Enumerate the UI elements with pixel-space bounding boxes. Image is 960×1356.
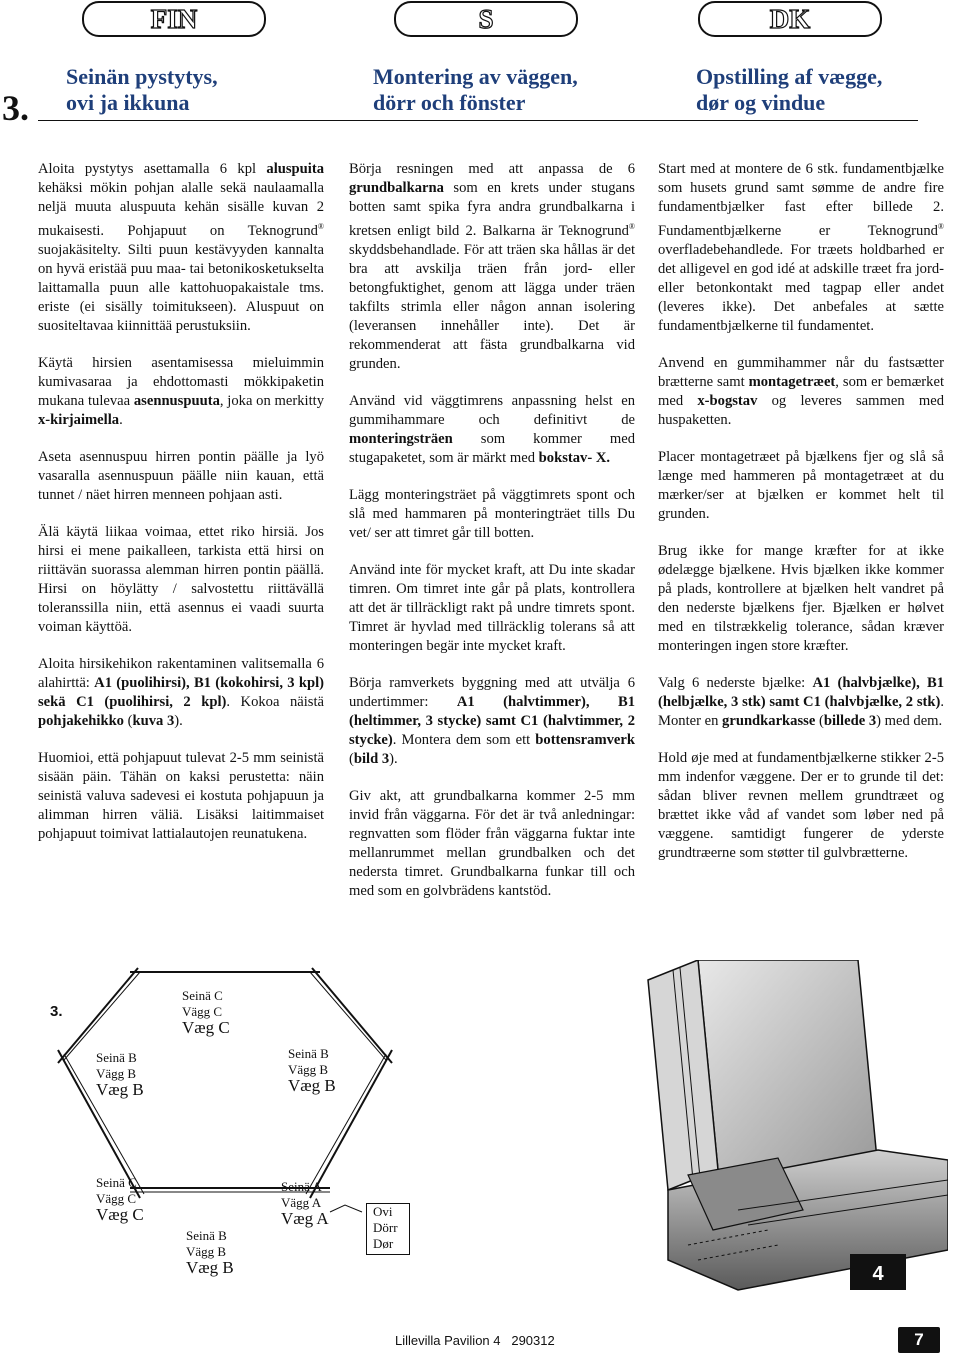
- dk-paragraph: Placer montagetræet på bjælkens fjer og slå så længe med hammeren på montagetræet at du mærker/ser at bjælken er kommet helt til grunden.: [658, 448, 944, 522]
- dk-paragraph: Hold øje med at fundamentbjælkerne stikker 2-5 mm indenfor væggene. Der er to grunde til det: sådan bliver revnen mellem grundtræet og brættet ikke våd af vandet som løber ned på væggene. samtidigt fungerer de yderste grundtræerne som støtter til gulvbrætterne.: [658, 749, 944, 861]
- fin-paragraph: Aseta asennuspuu hirren pontin päälle ja lyö vasaralla asennuspuun päälle niin kauan, että tunnet / näet hirren menneen pohjaan asti.: [38, 448, 324, 503]
- wall-label-fin: Seinä A: [281, 1179, 322, 1194]
- heading-s: [373, 64, 578, 116]
- wall-b-right-label: [288, 1046, 336, 1094]
- fin-paragraph: Huomioi, että pohjapuut tulevat 2-5 mm seinistä sisään päin. Tähän on kaksi perustetta: näin seinistä valuva sadevesi ei kostuta pohjapuun ja alimman hirren väliä. Lisäksi laitimmaiset pohjapuut toimivat lattialautojen reunatukena.: [38, 749, 324, 842]
- tab-fin: FIN: [82, 1, 266, 37]
- section-number: 3.: [2, 88, 29, 128]
- heading-fin-line2: ovi ja ikkuna: [66, 90, 190, 115]
- dk-paragraph: Valg 6 nederste bjælke: A1 (halvbjælke), B1 (helbjælke, 3 stk) samt C1 (halvbjælke, 2 stk). Monter en grundkarkasse (billede 3) med dem.: [658, 674, 944, 729]
- wall-label-fin: Seinä B: [186, 1228, 227, 1243]
- figure-4-illustration: [628, 960, 948, 1300]
- tab-s: S: [394, 1, 578, 37]
- s-paragraph: Använd inte för mycket kraft, att Du inte skadar timren. Om timret inte går på plats, kontrollera att det är tillräckligt rakt på undre timrets spont. Timret är hyvlad med tillräcklig tolerans så att monteringen begär inte mycket kraft.: [349, 561, 635, 654]
- wall-label-dk: Væg C: [96, 1205, 144, 1224]
- door-label-fin: Ovi: [373, 1204, 393, 1219]
- door-label-s: Dörr: [373, 1220, 398, 1235]
- s-paragraph: Lägg monteringsträet på väggtimrets spont och slå med hammaren på monteringträet tills Du vet/ ser att timret går till botten.: [349, 486, 635, 541]
- heading-fin-line1: Seinän pystytys,: [66, 64, 218, 89]
- figure-3-number: 3.: [50, 1003, 63, 1020]
- wall-c-top-label: [182, 988, 230, 1036]
- wall-label-s: Vägg A: [281, 1195, 322, 1210]
- wall-label-fin: Seinä C: [182, 988, 223, 1003]
- log-top-left: [58, 968, 138, 1063]
- door-label: [366, 1203, 410, 1255]
- wall-b-left-label: [96, 1050, 144, 1098]
- s-paragraph: Giv akt, att grundbalkarna kommer 2-5 mm invid från väggarna. För det är två anledningar: regnvatten som flöder från väggarna fuktar inte mellanrummet mellan grundbalken och det nedersta timret. Grundbalkarna funkar till och med som en golvbrädens kantstöd.: [349, 787, 635, 899]
- tab-dk: DK: [698, 1, 882, 37]
- vertical-log: [648, 960, 878, 1190]
- wall-label-s: Vägg B: [288, 1062, 329, 1077]
- wall-label-fin: Seinä B: [96, 1050, 137, 1065]
- s-paragraph: Använd vid väggtimrens anpassning helst en gummihammare och definitivt de monteringsträen som kommer med stugapaketet, som är märkt med bokstav- X.: [349, 392, 635, 466]
- wall-label-dk: Væg A: [281, 1209, 329, 1228]
- dk-paragraph: Anvend en gummihammer når du fastsætter brætterne samt montagetræet, som er bemærket med x-bogstav og leveres sammen med huspaketten.: [658, 354, 944, 428]
- fin-paragraph: Aloita hirsikehikon rakentaminen valitsemalla 6 alahirttä: A1 (puolihirsi), B1 (kokohirsi, 3 kpl) sekä C1 (puolihirsi, 2 kpl). Kokoa näistä pohjakehikko (kuva 3).: [38, 655, 324, 729]
- wall-label-fin: Seinä B: [288, 1046, 329, 1061]
- wall-a-label: [281, 1179, 329, 1227]
- s-paragraph: Börja resningen med att anpassa de 6 grundbalkarna som en krets under stugans botten samt spika fyra andra grundbalkarna i kretsen enligt bild 2. Balkarna är Teknogrund® skyddsbehandlade. För att träen ska hållas är det bra att avskilja träen från jord- eller betongfuktighet, genom att lägga under träen takfilts strimla eller någon annan isolering (leveransen innehåller inte). Det är rekommenderat att fästa grundbalkarna vid grunden.: [349, 161, 635, 372]
- door-pointer: [330, 1205, 362, 1212]
- wall-c-bottom-label: [96, 1175, 144, 1223]
- wall-label-s: Vägg C: [96, 1191, 137, 1206]
- wall-label-dk: Væg B: [288, 1076, 336, 1095]
- dk-paragraph: Brug ikke for mange kræfter for at ikke ødelægge bjælkene. Hvis bjælken ikke kommer på plads, kontrollere at bjælken helt vandret på den nederste bjælkens fjer. Bjælken er hølvet med en tilstrækkelig tolerance, sådan kræver monteringen ingen store kræfter.: [658, 542, 944, 654]
- heading-fin: [66, 64, 218, 116]
- dk-paragraph: Start med at montere de 6 stk. fundamentbjælke som husets grund samt sømme de andre fire fundamentbjælker fast efter billede 2. Fundamentbjælkerne er Teknogrund® overfladebehandlede. For træets holdbarhed er det alligevel en god idé at adskille træet fra jord- eller betonkontakt med tagpap eller andet (leveres ikke). Det anbefales at sætte fundamentbjælkerne til fundamentet.: [658, 161, 944, 334]
- footer-text: Lillevilla Pavilion 4 290312: [395, 1333, 555, 1348]
- fin-paragraph: Älä käytä liikaa voimaa, ettet riko hirsiä. Jos hirsi ei mene paikalleen, tarkista että hirsi on riittävän suorassa alemman hirren pontin päällä. Hirsi on höylätty / salvostettu riittävällä toleranssilla niin, että asennus ei vaadi suurta voiman käyttöä.: [38, 523, 324, 635]
- column-dk: [658, 160, 944, 881]
- column-s: [349, 160, 635, 919]
- fin-paragraph: Käytä hirsien asentamisessa mieluimmin kumivasaraa ja ehdottomasti mökkipaketin mukana tulevaa asennuspuuta, joka on merkitty x-kirjaimella.: [38, 354, 324, 428]
- fin-paragraph: Aloita pystytys asettamalla 6 kpl aluspuita kehäksi mökin pohjan alalle sekä naulaamalla neljä muuta aluspuuta kehän sisälle kuvan 2 mukaisesti. Pohjapuut on Teknogrund® suojakäsitelty. Silti puun kestävyyden kannalta on hyvä eristää puu maa- tai betonikosketukselta laittamalla puun alle kattohuopakaistale tms. eriste (ei sisälly toimitukseen). Aluspuut on suositeltavaa kiinnittää perustuksiin.: [38, 161, 324, 334]
- s-paragraph: Börja ramverkets byggning med att utvälja 6 undertimmer: A1 (halvtimmer), B1 (heltimmer, 3 stycke) samt C1 (halvtimmer, 2 stycke). Montera dem som ett bottensramverk (bild 3).: [349, 674, 635, 767]
- wall-label-fin: Seinä C: [96, 1175, 137, 1190]
- figure-4-number: 4: [872, 1263, 884, 1285]
- door-label-dk: Dør: [373, 1236, 394, 1251]
- wall-b-bottom-label: [186, 1228, 234, 1276]
- heading-s-line1: Montering av väggen,: [373, 64, 578, 89]
- wall-label-s: Vägg B: [186, 1244, 227, 1259]
- wall-label-dk: Væg B: [186, 1258, 234, 1277]
- heading-dk-line1: Opstilling af vægge,: [696, 64, 883, 89]
- heading-s-line2: dörr och fönster: [373, 90, 526, 115]
- heading-dk-line2: dør og vindue: [696, 90, 826, 115]
- wall-label-s: Vägg C: [182, 1004, 223, 1019]
- page-number: 7: [898, 1327, 940, 1353]
- wall-label-dk: Væg B: [96, 1080, 144, 1099]
- column-fin: [38, 160, 324, 862]
- header-rule: [38, 120, 918, 121]
- wall-label-dk: Væg C: [182, 1018, 230, 1037]
- heading-dk: [696, 64, 882, 116]
- wall-label-s: Vägg B: [96, 1066, 137, 1081]
